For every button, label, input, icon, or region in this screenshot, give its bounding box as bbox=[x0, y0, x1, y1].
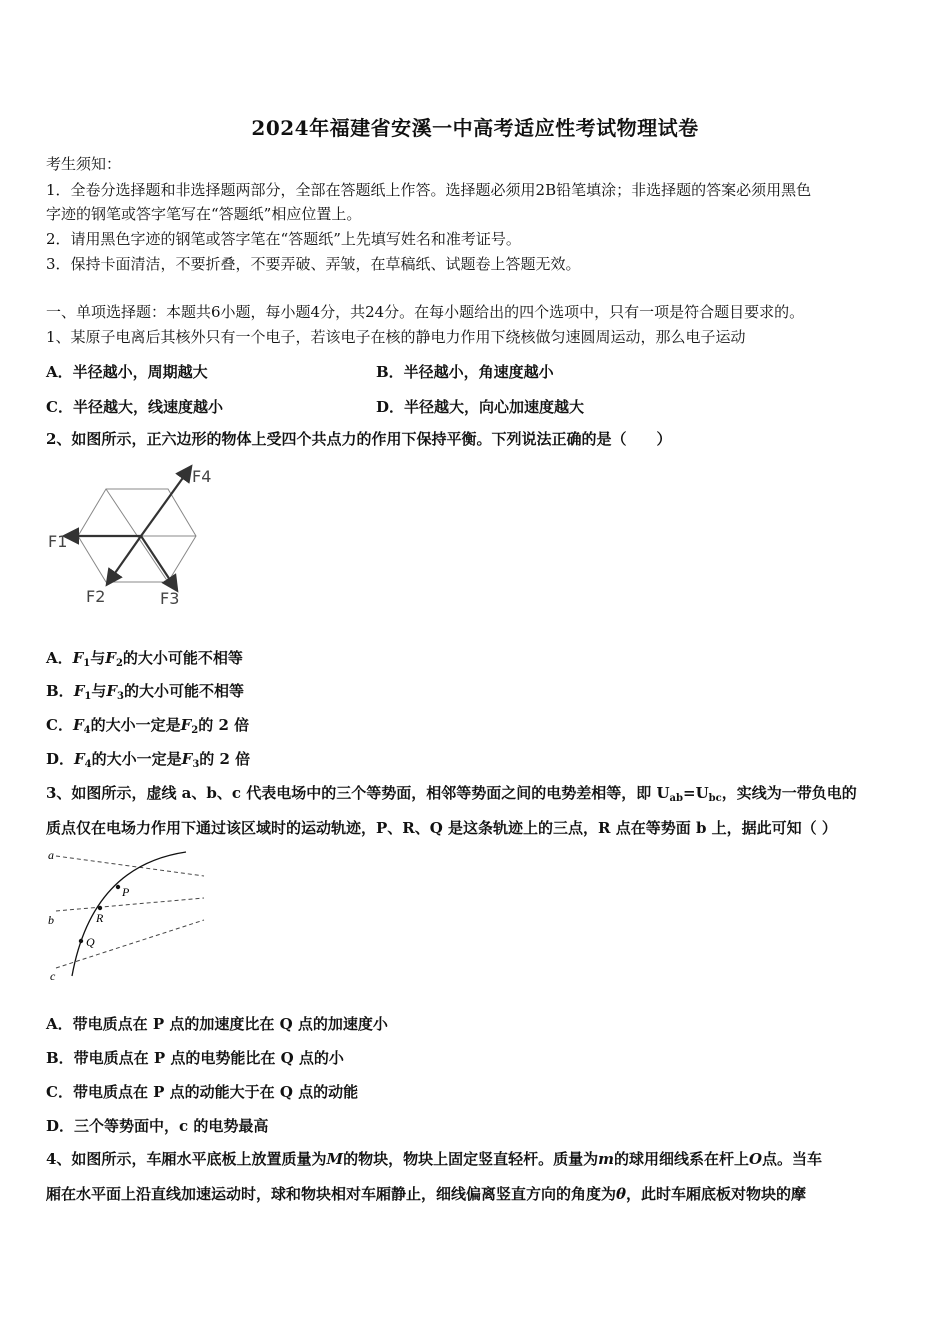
question-4-stem-line1: 4、如图所示，车厢水平底板上放置质量为M的物块，物块上固定竖直轻杆。质量为m的球用细线系在杆上O点。当车 bbox=[46, 1150, 823, 1168]
question-3-option-b: B．带电质点在 P 点的电势能比在 Q 点的小 bbox=[46, 1049, 344, 1067]
question-3-stem-line2: 质点仅在电场力作用下通过该区域时的运动轨迹，P、R、Q 是这条轨迹上的三点，R 点在等势面 b 上，据此可知（ ） bbox=[46, 819, 837, 837]
notice-item: 1．全卷分选择题和非选择题两部分，全部在答题纸上作答。选择题必须用2B铅笔填涂；非选择题的答案必须用黑色 bbox=[46, 181, 812, 199]
label-f1: F1 bbox=[48, 532, 68, 551]
question-3-option-c: C．带电质点在 P 点的动能大于在 Q 点的动能 bbox=[46, 1083, 359, 1101]
page-title: 2024年福建省安溪一中高考适应性考试物理试卷 bbox=[251, 116, 699, 140]
notice-item: 字迹的钢笔或答字笔写在“答题纸”相应位置上。 bbox=[46, 205, 362, 223]
equipotential-line-b bbox=[56, 898, 204, 911]
question-2-option-d: D．$F_4$的大小一定是$F_3$的 2 倍 bbox=[46, 750, 251, 770]
equipotential-figure bbox=[44, 846, 214, 986]
question-3-option-a: A．带电质点在 P 点的加速度比在 Q 点的加速度小 bbox=[46, 1015, 388, 1033]
hexagon-forces-figure bbox=[44, 458, 224, 608]
point-r bbox=[98, 906, 102, 910]
label-r: R bbox=[96, 911, 104, 925]
question-1-option-d: D．半径越大，向心加速度越大 bbox=[376, 398, 585, 416]
label-a: a bbox=[48, 848, 54, 862]
section-heading: 一、单项选择题：本题共6小题，每小题4分，共24分。在每小题给出的四个选项中，只有一项是符合题目要求的。 bbox=[46, 303, 805, 321]
question-1-stem: 1、某原子电离后其核外只有一个电子，若该电子在核的静电力作用下绕核做匀速圆周运动，那么电子运动 bbox=[46, 328, 746, 346]
label-f4: F4 bbox=[192, 467, 212, 486]
question-2-stem: 2、如图所示，正六边形的物体上受四个共点力的作用下保持平衡。下列说法正确的是（ ） bbox=[46, 430, 672, 448]
question-1-option-c: C．半径越大，线速度越小 bbox=[46, 398, 223, 416]
question-2-option-b: B．$F_1$与$F_3$的大小可能不相等 bbox=[46, 682, 244, 702]
label-b: b bbox=[48, 913, 54, 927]
force-arrow-f3 bbox=[141, 536, 176, 589]
question-2-option-a: A．$F_1$与$F_2$的大小可能不相等 bbox=[46, 649, 243, 669]
question-1-option-b: B．半径越小，角速度越小 bbox=[376, 363, 554, 381]
notice-item: 2．请用黑色字迹的钢笔或答字笔在“答题纸”上先填写姓名和准考证号。 bbox=[46, 230, 521, 248]
label-c: c bbox=[50, 969, 56, 983]
label-f2: F2 bbox=[86, 587, 106, 606]
force-arrow-f2 bbox=[108, 536, 141, 583]
question-3-option-d: D．三个等势面中，c 的电势最高 bbox=[46, 1117, 269, 1135]
label-q: Q bbox=[86, 935, 95, 949]
question-3-stem-line1: 3、如图所示，虚线 a、b、c 代表电场中的三个等势面，相邻等势面之间的电势差相等，即 $U_{ab}=U_{bc}$，实线为一带负电的 bbox=[46, 784, 857, 804]
label-p: P bbox=[122, 885, 130, 899]
point-p bbox=[116, 885, 120, 889]
equipotential-line-c bbox=[56, 920, 204, 968]
notice-heading: 考生须知： bbox=[46, 155, 122, 173]
point-q bbox=[79, 939, 83, 943]
question-2-option-c: C．$F_4$的大小一定是$F_2$的 2 倍 bbox=[46, 716, 250, 736]
question-4-stem-line2: 厢在水平面上沿直线加速运动时，球和物块相对车厢静止，细线偏离竖直方向的角度为θ，此时车厢底板对物块的摩 bbox=[46, 1185, 807, 1203]
notice-item: 3．保持卡面清洁，不要折叠，不要弄破、弄皱，在草稿纸、试题卷上答题无效。 bbox=[46, 255, 581, 273]
particle-trajectory bbox=[72, 852, 186, 976]
question-1-option-a: A．半径越小，周期越大 bbox=[46, 363, 208, 381]
label-f3: F3 bbox=[160, 589, 180, 608]
force-arrow-f4 bbox=[141, 468, 190, 536]
